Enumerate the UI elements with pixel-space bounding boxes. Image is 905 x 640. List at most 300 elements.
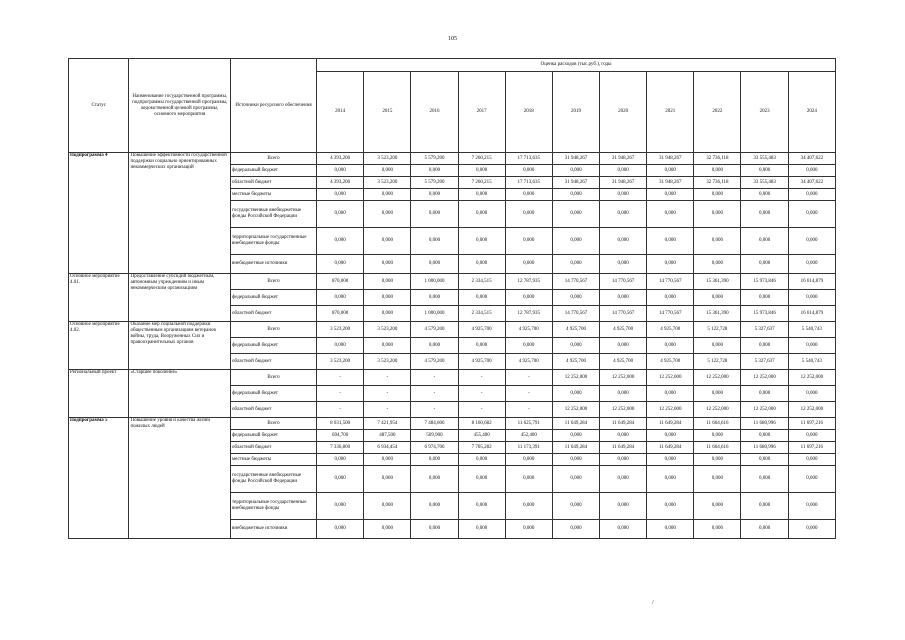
amount-cell: 0,000 [364, 306, 411, 322]
amount-cell: 4 925,700 [505, 322, 552, 338]
funding-source: территориальные государственные внебюджетные фонды [230, 493, 316, 520]
amount-cell: 4 393,200 [317, 153, 364, 165]
amount-cell: 870,000 [317, 274, 364, 290]
amount-cell: 7 336,800 [317, 442, 364, 454]
amount-cell: 4 925,700 [600, 322, 647, 338]
amount-cell: 3 523,200 [364, 177, 411, 189]
amount-cell: 12 252,000 [741, 402, 788, 418]
amount-cell: - [505, 386, 552, 402]
amount-cell: 0,000 [600, 338, 647, 354]
amount-cell: 0,000 [411, 493, 458, 520]
amount-cell: 0,000 [741, 255, 788, 274]
amount-cell: 3 523,200 [364, 322, 411, 338]
amount-cell: 0,000 [317, 201, 364, 228]
amount-cell: 0,000 [647, 493, 694, 520]
amount-cell: - [411, 402, 458, 418]
amount-cell: 0,000 [317, 454, 364, 466]
funding-source: областной бюджет [230, 354, 316, 370]
amount-cell: 0,000 [788, 255, 835, 274]
amount-cell: 11 649,284 [647, 418, 694, 430]
amount-cell: 32 736,118 [694, 177, 741, 189]
amount-cell: 0,000 [505, 189, 552, 201]
amount-cell: 11 649,284 [552, 442, 599, 454]
funding-source: Всего [230, 370, 316, 386]
amount-cell: 0,000 [317, 290, 364, 306]
amount-cell: 15 361,390 [694, 306, 741, 322]
funding-source: Всего [230, 153, 316, 165]
amount-cell: 0,000 [788, 290, 835, 306]
amount-cell: 3 523,200 [317, 322, 364, 338]
amount-cell: 0,000 [411, 201, 458, 228]
amount-cell: 0,000 [647, 430, 694, 442]
amount-cell: 0,000 [741, 290, 788, 306]
amount-cell: 0,000 [788, 189, 835, 201]
amount-cell: 32 736,118 [694, 153, 741, 165]
amount-cell: 31 948,267 [600, 153, 647, 165]
section-name: Оказание мер социальной поддержки общественным организациям ветеранов войны, труда, Вооруженных Сил и правоохранительных органов [129, 322, 230, 370]
amount-cell: 0,000 [788, 430, 835, 442]
amount-cell: 17 713,635 [505, 153, 552, 165]
amount-cell: 1 000,000 [411, 274, 458, 290]
amount-cell: 11 697,216 [788, 418, 835, 430]
funding-source: федеральный бюджет [230, 338, 316, 354]
amount-cell: 0,000 [364, 493, 411, 520]
amount-cell: 12 252,000 [694, 402, 741, 418]
amount-cell: 34 407,622 [788, 153, 835, 165]
amount-cell: 0,000 [694, 201, 741, 228]
amount-cell: 12 252,000 [552, 370, 599, 386]
amount-cell: 0,000 [552, 189, 599, 201]
amount-cell: 0,000 [364, 454, 411, 466]
amount-cell: 0,000 [600, 520, 647, 539]
amount-cell: 0,000 [364, 201, 411, 228]
amount-cell: 0,000 [788, 520, 835, 539]
amount-cell: 0,000 [788, 386, 835, 402]
amount-cell: 0,000 [411, 290, 458, 306]
funding-source: областной бюджет [230, 306, 316, 322]
amount-cell: 11 664,616 [694, 442, 741, 454]
funding-source: областной бюджет [230, 442, 316, 454]
amount-cell: 7 421,954 [364, 418, 411, 430]
amount-cell: 6 974,706 [411, 442, 458, 454]
amount-cell: 0,000 [600, 228, 647, 255]
amount-cell: 4 925,700 [647, 354, 694, 370]
amount-cell: 4 579,200 [411, 322, 458, 338]
amount-cell: 455,400 [458, 430, 505, 442]
amount-cell: 0,000 [600, 386, 647, 402]
amount-cell: 0,000 [458, 493, 505, 520]
amount-cell: 12 252,000 [741, 370, 788, 386]
amount-cell: 8 160,682 [458, 418, 505, 430]
amount-cell: 5 327,637 [741, 322, 788, 338]
funding-source: местные бюджеты [230, 189, 316, 201]
amount-cell: 0,000 [741, 201, 788, 228]
table-row [69, 418, 836, 430]
amount-cell: 0,000 [788, 493, 835, 520]
amount-cell: - [505, 370, 552, 386]
amount-cell: 0,000 [694, 290, 741, 306]
amount-cell: 5 579,200 [411, 177, 458, 189]
section-name: «Старшее поколение» [129, 370, 230, 418]
amount-cell: 31 948,267 [647, 177, 694, 189]
amount-cell: 14 770,567 [552, 306, 599, 322]
amount-cell: 5 327,637 [741, 354, 788, 370]
amount-cell: 4 925,700 [505, 354, 552, 370]
amount-cell: 452,400 [505, 430, 552, 442]
amount-cell: 487,500 [364, 430, 411, 442]
amount-cell: 0,000 [505, 338, 552, 354]
amount-cell: 11 173,391 [505, 442, 552, 454]
amount-cell: 16 614,879 [788, 306, 835, 322]
amount-cell: 5 122,728 [694, 354, 741, 370]
amount-cell: 0,000 [600, 201, 647, 228]
amount-cell: 33 555,483 [741, 153, 788, 165]
amount-cell: 0,000 [600, 430, 647, 442]
table-row [69, 153, 836, 165]
amount-cell: 14 770,567 [600, 274, 647, 290]
amount-cell: 0,000 [694, 165, 741, 177]
amount-cell: 12 252,000 [694, 370, 741, 386]
amount-cell: 7 484,606 [411, 418, 458, 430]
header-year: 2022 [694, 72, 741, 153]
amount-cell: 0,000 [788, 338, 835, 354]
amount-cell: 0,000 [788, 201, 835, 228]
header-status: Статус [69, 59, 129, 153]
amount-cell: - [505, 402, 552, 418]
amount-cell: 11 649,284 [600, 418, 647, 430]
amount-cell: 0,000 [552, 430, 599, 442]
amount-cell: 0,000 [458, 454, 505, 466]
amount-cell: 12 252,000 [647, 370, 694, 386]
amount-cell: 0,000 [317, 493, 364, 520]
amount-cell: 0,000 [411, 454, 458, 466]
amount-cell: 34 407,622 [788, 177, 835, 189]
amount-cell: 2 334,515 [458, 274, 505, 290]
amount-cell: 0,000 [552, 290, 599, 306]
amount-cell: 0,000 [600, 290, 647, 306]
amount-cell: 0,000 [600, 493, 647, 520]
header-estimate: Оценка расходов (тыс.руб.), годы [317, 59, 836, 72]
amount-cell: 0,000 [741, 454, 788, 466]
amount-cell: 3 523,200 [364, 153, 411, 165]
section-status: Основное мероприятие 4.01. [69, 274, 129, 322]
amount-cell: 0,000 [552, 386, 599, 402]
amount-cell: 0,000 [317, 255, 364, 274]
bottom-mark: / [652, 600, 654, 606]
amount-cell: 11 680,996 [741, 418, 788, 430]
amount-cell: 15 973,846 [741, 274, 788, 290]
amount-cell: 5 540,743 [788, 354, 835, 370]
amount-cell: 0,000 [411, 255, 458, 274]
amount-cell: 0,000 [552, 520, 599, 539]
section-name: Предоставление субсидий бюджетным, автономным учреждениям и иным некоммерческим организациям [129, 274, 230, 322]
funding-source: внебюджетные источники [230, 520, 316, 539]
amount-cell: - [458, 402, 505, 418]
funding-source: федеральный бюджет [230, 165, 316, 177]
amount-cell: 0,000 [647, 338, 694, 354]
header-year: 2021 [647, 72, 694, 153]
amount-cell: 0,000 [647, 201, 694, 228]
amount-cell: 0,000 [364, 255, 411, 274]
amount-cell: 0,000 [694, 520, 741, 539]
amount-cell: 31 948,267 [600, 177, 647, 189]
amount-cell: 11 664,616 [694, 418, 741, 430]
amount-cell: 0,000 [317, 466, 364, 493]
amount-cell: 31 948,267 [552, 177, 599, 189]
table-row [69, 370, 836, 386]
amount-cell: 0,000 [647, 228, 694, 255]
amount-cell: 0,000 [505, 290, 552, 306]
section-status: Подпрограмма 5 [69, 418, 129, 539]
amount-cell: 0,000 [694, 386, 741, 402]
amount-cell: 0,000 [505, 201, 552, 228]
amount-cell: 0,000 [317, 338, 364, 354]
amount-cell: - [317, 370, 364, 386]
amount-cell: 0,000 [600, 165, 647, 177]
amount-cell: 0,000 [552, 201, 599, 228]
amount-cell: 0,000 [458, 290, 505, 306]
amount-cell: 870,000 [317, 306, 364, 322]
amount-cell: 0,000 [694, 430, 741, 442]
funding-source: территориальные государственные внебюджетные фонды [230, 228, 316, 255]
amount-cell: 0,000 [647, 454, 694, 466]
amount-cell: 4 925,700 [458, 354, 505, 370]
amount-cell: 12 787,935 [505, 306, 552, 322]
section-status: Подпрограмма 4 [69, 153, 129, 274]
amount-cell: 0,000 [364, 338, 411, 354]
amount-cell: 0,000 [552, 255, 599, 274]
amount-cell: 694,700 [317, 430, 364, 442]
amount-cell: 0,000 [364, 165, 411, 177]
amount-cell: 7 260,215 [458, 177, 505, 189]
amount-cell: 14 770,567 [647, 306, 694, 322]
funding-source: федеральный бюджет [230, 386, 316, 402]
amount-cell: 11 625,791 [505, 418, 552, 430]
funding-source: федеральный бюджет [230, 430, 316, 442]
amount-cell: 0,000 [788, 454, 835, 466]
amount-cell: 0,000 [552, 338, 599, 354]
amount-cell: 0,000 [741, 228, 788, 255]
amount-cell: - [411, 370, 458, 386]
amount-cell: 0,000 [317, 228, 364, 255]
amount-cell: 16 614,879 [788, 274, 835, 290]
amount-cell: 0,000 [317, 520, 364, 539]
header-year: 2019 [552, 72, 599, 153]
section-name: Повышение эффективности государственной поддержки социально ориентированных некоммерческих организаций [129, 153, 230, 274]
amount-cell: 0,000 [741, 189, 788, 201]
amount-cell: 11 649,284 [647, 442, 694, 454]
funding-source: Всего [230, 274, 316, 290]
amount-cell: 0,000 [364, 228, 411, 255]
amount-cell: 0,000 [364, 520, 411, 539]
page-number: 105 [448, 36, 457, 42]
amount-cell: 4 393,200 [317, 177, 364, 189]
amount-cell: 0,000 [411, 520, 458, 539]
amount-cell: 0,000 [741, 338, 788, 354]
amount-cell: 1 000,000 [411, 306, 458, 322]
amount-cell: 4 579,200 [411, 354, 458, 370]
header-year: 2014 [317, 72, 364, 153]
amount-cell: 4 925,700 [458, 322, 505, 338]
amount-cell: 15 973,846 [741, 306, 788, 322]
amount-cell: 0,000 [505, 255, 552, 274]
amount-cell: 14 770,567 [647, 274, 694, 290]
section-name: Повышение уровня и качества жизни пожилых людей [129, 418, 230, 539]
amount-cell: 0,000 [788, 165, 835, 177]
amount-cell: 0,000 [647, 255, 694, 274]
amount-cell: - [458, 386, 505, 402]
amount-cell: 509,900 [411, 430, 458, 442]
amount-cell: 31 948,267 [552, 153, 599, 165]
amount-cell: 0,000 [364, 290, 411, 306]
header-year: 2024 [788, 72, 835, 153]
amount-cell: 0,000 [600, 454, 647, 466]
amount-cell: 0,000 [694, 466, 741, 493]
amount-cell: 0,000 [600, 466, 647, 493]
header-source: Источники ресурсного обеспечения [230, 59, 316, 153]
amount-cell: 0,000 [505, 165, 552, 177]
funding-source: внебюджетные источники [230, 255, 316, 274]
amount-cell: 0,000 [364, 274, 411, 290]
amount-cell: 0,000 [694, 255, 741, 274]
amount-cell: 7 260,215 [458, 153, 505, 165]
amount-cell: 0,000 [647, 466, 694, 493]
amount-cell: 0,000 [411, 228, 458, 255]
amount-cell: 0,000 [600, 189, 647, 201]
amount-cell: 0,000 [741, 430, 788, 442]
amount-cell: 0,000 [552, 165, 599, 177]
amount-cell: 12 252,000 [788, 402, 835, 418]
amount-cell: 0,000 [741, 466, 788, 493]
amount-cell: 11 680,996 [741, 442, 788, 454]
amount-cell: 3 523,200 [364, 354, 411, 370]
amount-cell: 0,000 [505, 520, 552, 539]
amount-cell: 4 925,700 [552, 354, 599, 370]
amount-cell: 0,000 [505, 466, 552, 493]
amount-cell: 31 948,267 [647, 153, 694, 165]
funding-source: государственные внебюджетные фонды Российской Федерации [230, 201, 316, 228]
amount-cell: 5 540,743 [788, 322, 835, 338]
section-status: Региональный проект [69, 370, 129, 418]
section-status: Основное мероприятие 4.02. [69, 322, 129, 370]
amount-cell: 0,000 [694, 454, 741, 466]
amount-cell: 4 925,700 [552, 322, 599, 338]
amount-cell: 0,000 [647, 165, 694, 177]
amount-cell: 14 770,567 [552, 274, 599, 290]
amount-cell: - [364, 402, 411, 418]
amount-cell: - [317, 386, 364, 402]
amount-cell: 0,000 [458, 466, 505, 493]
amount-cell: 0,000 [458, 338, 505, 354]
table-row [69, 274, 836, 290]
amount-cell: 11 649,284 [552, 418, 599, 430]
amount-cell: 6 934,454 [364, 442, 411, 454]
funding-source: областной бюджет [230, 177, 316, 189]
amount-cell: - [411, 386, 458, 402]
table-row [69, 322, 836, 338]
header-year: 2015 [364, 72, 411, 153]
amount-cell: 0,000 [317, 165, 364, 177]
amount-cell: 0,000 [647, 189, 694, 201]
amount-cell: 0,000 [694, 228, 741, 255]
funding-source: местные бюджеты [230, 454, 316, 466]
amount-cell: - [458, 370, 505, 386]
amount-cell: 8 031,500 [317, 418, 364, 430]
amount-cell: 5 579,200 [411, 153, 458, 165]
amount-cell: 17 713,635 [505, 177, 552, 189]
amount-cell: 0,000 [505, 228, 552, 255]
amount-cell: 12 252,000 [552, 402, 599, 418]
amount-cell: 0,000 [411, 189, 458, 201]
amount-cell: 0,000 [694, 338, 741, 354]
budget-table [68, 58, 836, 539]
amount-cell: 14 770,567 [600, 306, 647, 322]
amount-cell: 0,000 [647, 520, 694, 539]
amount-cell: 0,000 [552, 454, 599, 466]
amount-cell: 0,000 [552, 493, 599, 520]
amount-cell: 0,000 [364, 466, 411, 493]
header-year: 2017 [458, 72, 505, 153]
amount-cell: 0,000 [505, 493, 552, 520]
amount-cell: 5 122,728 [694, 322, 741, 338]
header-year: 2018 [505, 72, 552, 153]
amount-cell: 0,000 [788, 228, 835, 255]
amount-cell: 0,000 [411, 338, 458, 354]
header-year: 2016 [411, 72, 458, 153]
amount-cell: 0,000 [458, 201, 505, 228]
amount-cell: 0,000 [317, 189, 364, 201]
amount-cell: 0,000 [458, 228, 505, 255]
amount-cell: 3 523,200 [317, 354, 364, 370]
amount-cell: 0,000 [647, 386, 694, 402]
amount-cell: 0,000 [552, 466, 599, 493]
amount-cell: 0,000 [788, 466, 835, 493]
amount-cell: 7 705,282 [458, 442, 505, 454]
amount-cell: 12 252,000 [788, 370, 835, 386]
funding-source: федеральный бюджет [230, 290, 316, 306]
amount-cell: 0,000 [694, 493, 741, 520]
amount-cell: 2 334,515 [458, 306, 505, 322]
amount-cell: 12 252,000 [647, 402, 694, 418]
amount-cell: 0,000 [458, 189, 505, 201]
amount-cell: 0,000 [694, 189, 741, 201]
amount-cell: 0,000 [600, 255, 647, 274]
amount-cell: 12 252,000 [600, 370, 647, 386]
amount-cell: 0,000 [505, 454, 552, 466]
funding-source: государственные внебюджетные фонды Российской Федерации [230, 466, 316, 493]
amount-cell: 11 697,216 [788, 442, 835, 454]
amount-cell: 0,000 [741, 165, 788, 177]
amount-cell: 11 649,284 [600, 442, 647, 454]
amount-cell: 4 925,700 [647, 322, 694, 338]
amount-cell: 0,000 [741, 386, 788, 402]
amount-cell: 0,000 [458, 255, 505, 274]
amount-cell: 12 252,000 [600, 402, 647, 418]
amount-cell: 12 787,935 [505, 274, 552, 290]
amount-cell: 4 925,700 [600, 354, 647, 370]
header-year: 2020 [600, 72, 647, 153]
amount-cell: 0,000 [552, 228, 599, 255]
funding-source: Всего [230, 322, 316, 338]
amount-cell: - [364, 370, 411, 386]
amount-cell: 0,000 [411, 466, 458, 493]
header-year: 2023 [741, 72, 788, 153]
amount-cell: 0,000 [741, 520, 788, 539]
amount-cell: 33 555,483 [741, 177, 788, 189]
amount-cell: 0,000 [741, 493, 788, 520]
amount-cell: 0,000 [411, 165, 458, 177]
amount-cell: - [317, 402, 364, 418]
